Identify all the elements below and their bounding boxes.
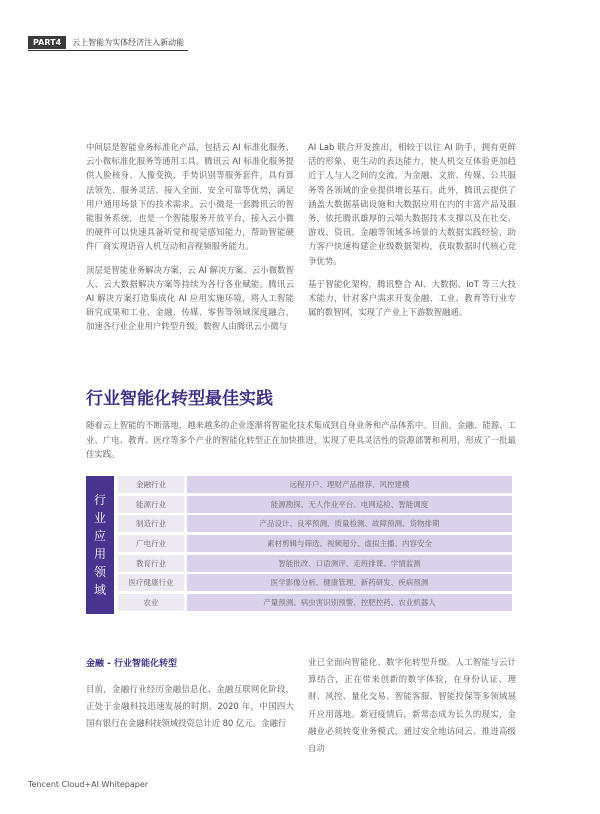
- applications-cell: 产品设计、良率预测、质量检测、故障预测、货物排期: [187, 515, 512, 532]
- applications-cell: 医学影像分析、健康管理、新药研发、疾病预测: [187, 574, 512, 591]
- industry-cell: 制造行业: [118, 515, 184, 532]
- table-category-label: [86, 476, 114, 614]
- section-title: 行业智能化转型最佳实践: [86, 389, 273, 409]
- part-badge: PART4: [28, 36, 66, 49]
- subsection-heading: 金融 - 行业智能化转型: [86, 659, 178, 669]
- page-footer: Tencent Cloud+AI Whitepaper: [28, 780, 149, 789]
- header-title: 云上智能为实体经济注入新动能: [72, 38, 185, 47]
- table-row: [118, 594, 512, 611]
- category-label-char: 用: [93, 547, 106, 561]
- table-row: [118, 515, 512, 532]
- applications-cell: 智能批改、口语测评、走班排课、学情监测: [187, 555, 512, 572]
- paragraph: 目前，金融行业经历金融信息化、金融互联网化阶段，正处于金融科技迅速发展的时期。2020 年，中国四大国有银行在金融科技领域投资总计近 80 亿元。金融行: [86, 684, 294, 729]
- applications-cell: 远程开户、理财产品推荐、风控建模: [187, 476, 512, 493]
- industry-cell: 金融行业: [118, 476, 184, 493]
- bottom-right-column: [308, 654, 516, 757]
- left-text-column: [86, 140, 294, 343]
- category-label-char: 应: [93, 529, 106, 543]
- industry-cell: 广电行业: [118, 535, 184, 552]
- right-text-column: [308, 140, 516, 328]
- industry-cell: 能源行业: [118, 496, 184, 513]
- category-label-char: 行: [93, 493, 106, 507]
- category-label-char: 域: [93, 583, 106, 597]
- applications-cell: 素材剪辑与筛选、视频超分、虚拟主播、内容安全: [187, 535, 512, 552]
- table-row: [118, 574, 512, 591]
- page-header: [28, 36, 184, 49]
- paragraph: 业已全面向智能化、数字化转型升级。人工智能与云计算结合，正在带来创新的数字体验，在身份认证、理财、风控、量化交易、智能客服、智能投保等多领域展开应用落地。新冠疫情后，新常态成为长久的现实，金融业必须转变业务模式，通过安全地访问云、推进高级自动: [308, 657, 516, 754]
- paragraph: AI Lab 联合开发推出，相较于以往 AI 助手，拥有更鲜活的形象、更生动的表达能力，使人机交互体验更加趋近于人与人之间的交流，为金融、文旅、传媒、公共服务等各领域的企业提供增长基石。此外，腾讯云提供了涵盖大数据基础设施和大数据应用在内的丰富产品及服务，依托腾讯雄厚的云端大数据技术支撑以及在社交、游戏、资讯、金融等领域多场景的大数据实践经验，助力客户快速构建企业级数据架构，获取数据时代核心竞争优势。: [308, 142, 516, 266]
- industry-application-table: [86, 476, 512, 614]
- paragraph: 中间层是智能业务标准化产品，包括云 AI 标准化服务、云小微标准化服务等通用工具。腾讯云 AI 标准化服务提供人脸核身、人像变换、手势识别等服务套件，具有算法领先、服务灵活、接入全面、安全可靠等优势，满足用户通用场景下的技术需求。云小微是一套腾讯云的智能服务系统，也是一个智能服务开放平台，接入云小微的硬件可以快速具备听觉和视觉感知能力，帮助智能硬件厂商实现语音人机互动和音视频服务能力。: [86, 142, 294, 252]
- table-rows: [118, 476, 512, 614]
- category-label-char: 领: [93, 565, 106, 579]
- table-row: [118, 555, 512, 572]
- applications-cell: 能源勘探、无人作业平台、电网巡检、智能调度: [187, 496, 512, 513]
- header-divider: [28, 50, 188, 51]
- industry-cell: 医疗健康行业: [118, 574, 184, 591]
- industry-cell: 农业: [118, 594, 184, 611]
- table-row: [118, 496, 512, 513]
- applications-cell: 产量预测、病虫害识别预警、控肥控药、农业机器人: [187, 594, 512, 611]
- table-row: [118, 476, 512, 493]
- industry-cell: 教育行业: [118, 555, 184, 572]
- paragraph: 顶层是智能业务解决方案，云 AI 解决方案、云小微数智人、云大数据解决方案等持续为各行各业赋能。腾讯云 AI 解决方案打造集成化 AI 应用实施环境，将人工智能研究成果和工业、金融、传媒、零售等领域深度融合，加速各行业企业用户转型升级。数智人由腾讯云小微与: [86, 264, 294, 332]
- category-label-char: 业: [93, 511, 106, 525]
- bottom-left-column: [86, 681, 294, 733]
- paragraph: 基于智能化架构，腾讯整合 AI、大数据、IoT 等三大技术能力，针对客户需求开发金融、工业、教育等行业专属的数智网，实现了产业上下游数智融通。: [308, 278, 516, 318]
- table-row: [118, 535, 512, 552]
- intro-paragraph: 随着云上智能的不断落地，越来越多的企业逐渐将智能化技术集成到自身业务和产品体系中。目前，金融、能源、工业、广电、教育、医疗等多个产业的智能化转型正在加快推进，实现了更具灵活性的资源部署和利用，形成了一批最佳实践。: [86, 420, 516, 459]
